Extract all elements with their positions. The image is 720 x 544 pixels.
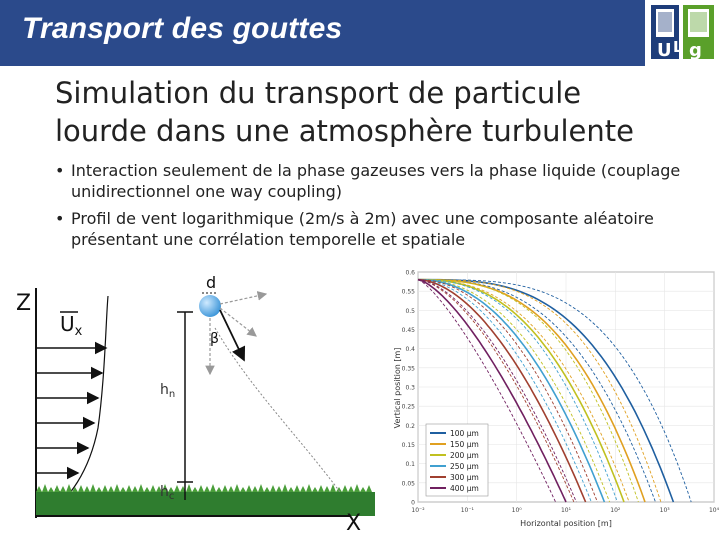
x-axis-label: X (346, 511, 362, 536)
slide-subtitle (55, 74, 695, 150)
chart-legend (426, 424, 488, 496)
svg-text:g: g (689, 40, 702, 61)
y-tick-label: 0.1 (405, 461, 415, 469)
y-axis-title: Vertical position [m] (393, 347, 402, 429)
x-tick-label: 10¹ (560, 507, 572, 514)
page-title: Transport des gouttes (22, 12, 343, 45)
legend-label: 300 µm (450, 473, 479, 482)
bullet-item (55, 160, 705, 202)
y-tick-label: 0.5 (405, 307, 415, 315)
legend-label: 400 µm (450, 484, 479, 493)
trajectory-chart (378, 268, 720, 540)
ux-label: $U_x$ (60, 312, 83, 339)
subtitle-line-1: Simulation du transport de particule (55, 76, 582, 110)
legend-label: 100 µm (450, 429, 479, 438)
y-tick-label: 0 (411, 499, 415, 507)
x-tick-label: 10⁰ (511, 507, 522, 514)
trajectory-chart-svg (378, 268, 720, 540)
university-logo (645, 0, 720, 66)
x-tick-labels (411, 507, 719, 514)
y-tick-label: 0.3 (405, 384, 415, 392)
bullet-dot: • (55, 161, 65, 180)
ulg-logo-icon (645, 0, 720, 66)
wind-profile-schematic (10, 268, 375, 540)
hn-label: $h_n$ (160, 382, 176, 400)
legend-label: 200 µm (450, 451, 479, 460)
diameter-label: d (206, 273, 217, 292)
x-tick-label: 10⁴ (708, 507, 720, 514)
droplet-icon (199, 295, 221, 317)
hc-label: $h_c$ (160, 484, 175, 502)
z-axis-label: Z (16, 291, 32, 316)
y-tick-label: 0.15 (401, 442, 415, 449)
legend-label: 250 µm (450, 462, 479, 471)
bullet-text: Interaction seulement de la phase gazeuses vers la phase liquide (couplage unidirectionnel one way coupling) (71, 161, 681, 201)
y-tick-labels (402, 270, 416, 507)
y-tick-label: 0.55 (401, 288, 415, 296)
grass-strip (36, 484, 375, 516)
x-tick-label: 10⁻¹ (460, 507, 474, 514)
x-tick-label: 10³ (659, 507, 670, 514)
svg-text:L: L (673, 38, 683, 56)
x-tick-label: 10⁻² (411, 507, 425, 514)
y-tick-label: 0.45 (401, 327, 415, 334)
beta-label: β (210, 331, 219, 347)
subtitle-line-2: lourde dans une atmosphère turbulente (55, 114, 634, 148)
y-tick-label: 0.05 (401, 480, 415, 488)
header-bar (0, 0, 720, 66)
bullet-item (55, 208, 705, 250)
y-tick-label: 0.25 (401, 403, 415, 411)
y-tick-label: 0.35 (401, 365, 415, 373)
y-tick-label: 0.2 (405, 422, 415, 430)
x-axis-title: Horizontal position [m] (520, 519, 612, 528)
svg-text:U: U (657, 40, 672, 61)
wind-arrows (36, 348, 106, 495)
droplet-trajectory (215, 328, 340, 492)
y-tick-label: 0.4 (405, 346, 415, 354)
bullet-dot: • (55, 209, 65, 228)
bullet-list (55, 160, 705, 256)
x-tick-label: 10² (610, 507, 621, 514)
bullet-text: Profil de vent logarithmique (2m/s à 2m) avec une composante aléatoire présentant une corrélation temporelle et spatiale (71, 209, 654, 249)
legend-label: 150 µm (450, 440, 479, 449)
y-tick-label: 0.6 (405, 269, 415, 277)
